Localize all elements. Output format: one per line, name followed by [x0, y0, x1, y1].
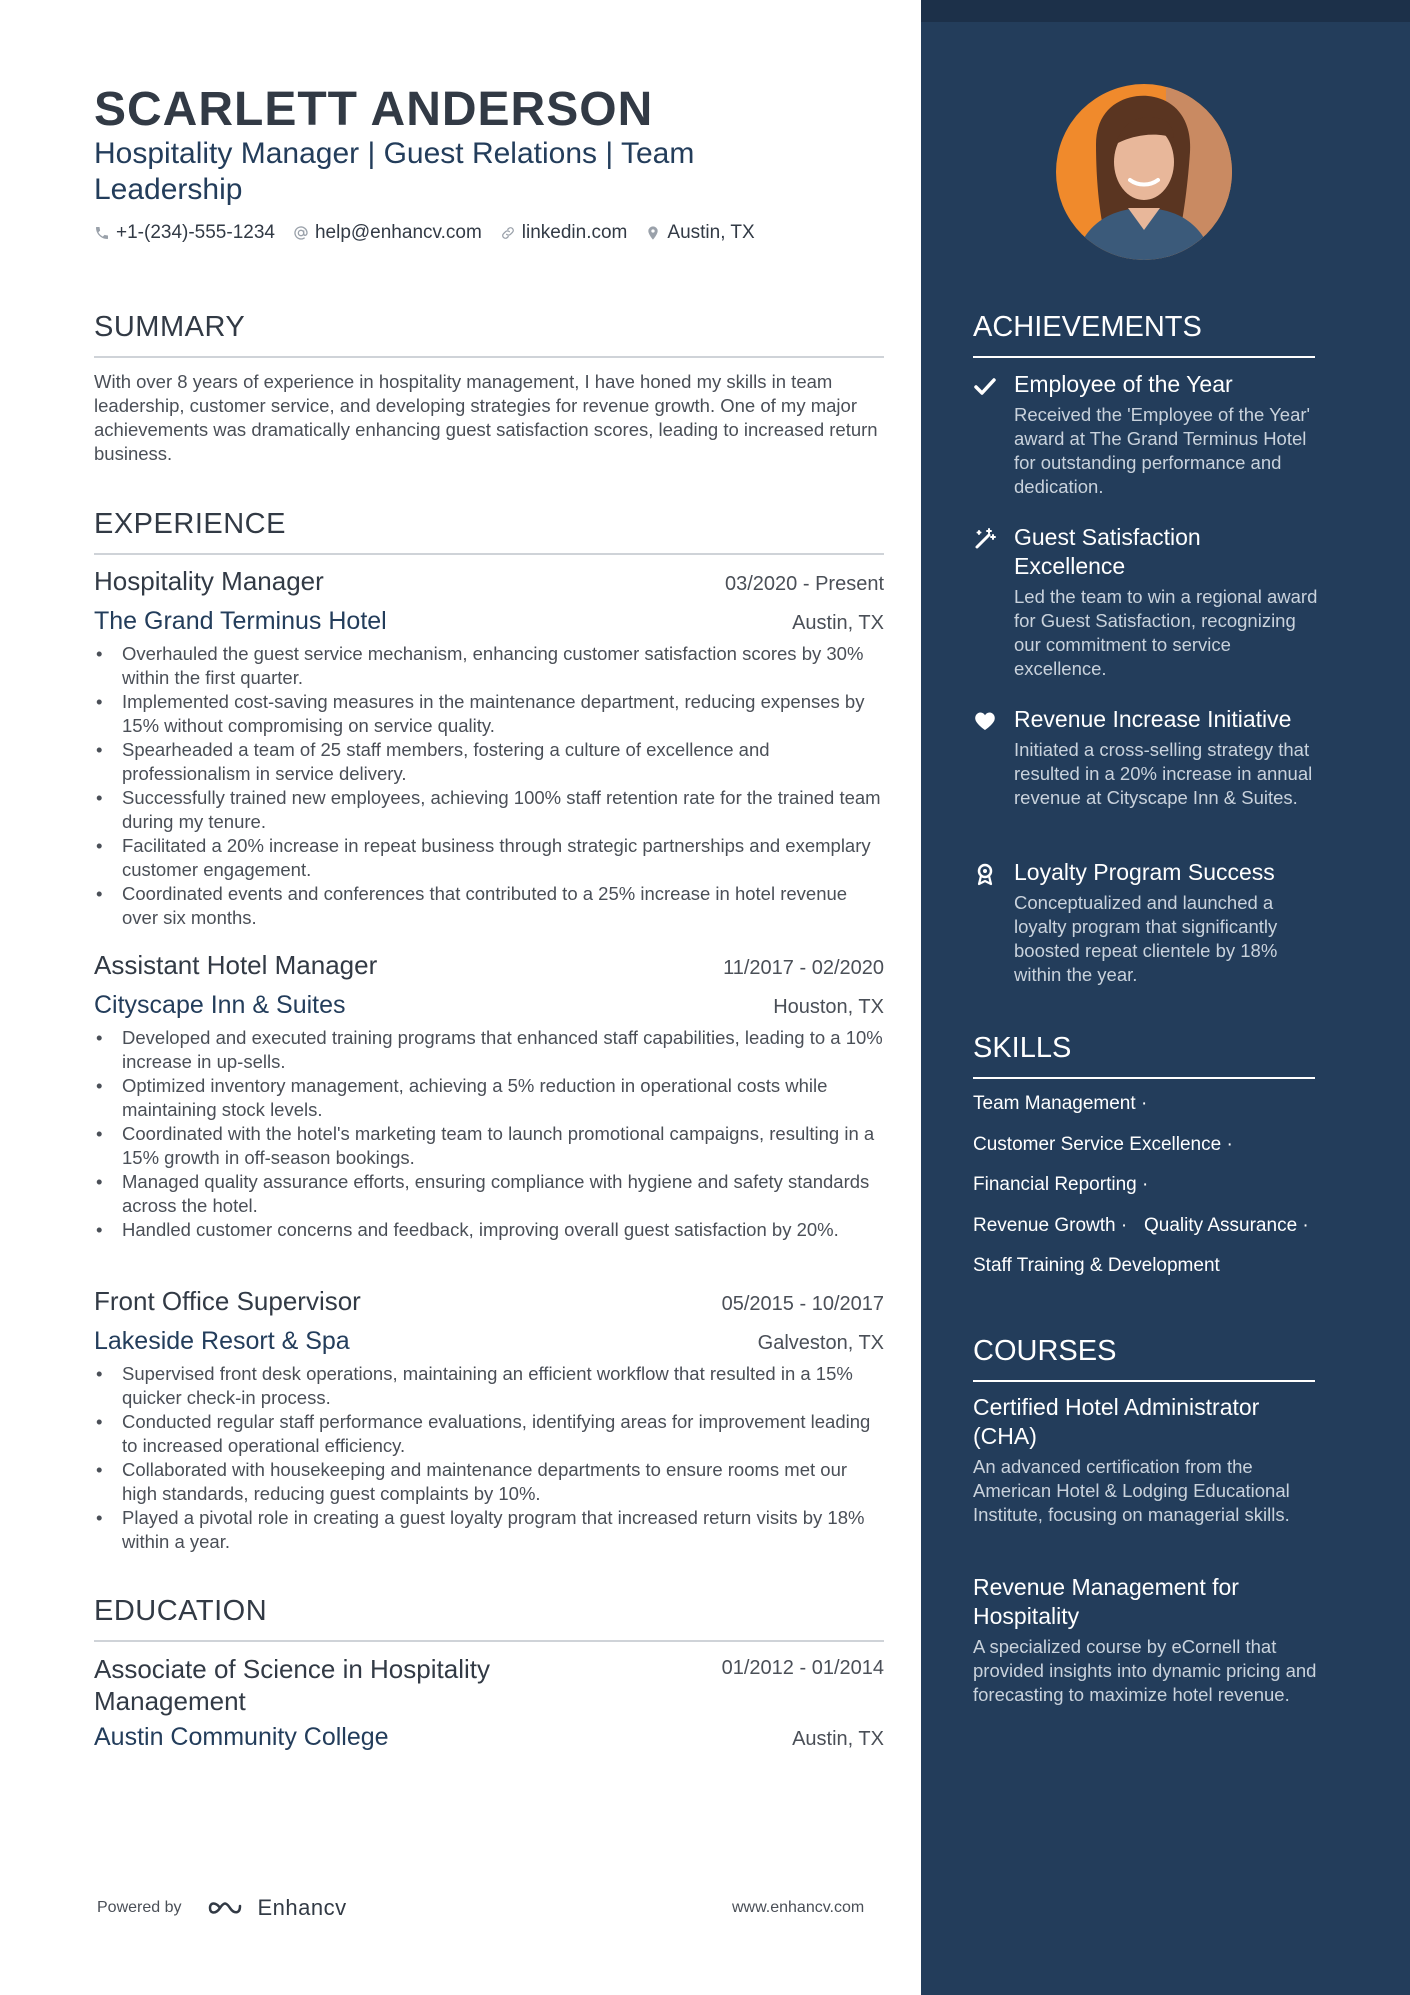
contact-location: [645, 222, 754, 244]
job-dates: 05/2015 - 10/2017: [721, 1293, 884, 1315]
candidate-name: SCARLETT ANDERSON: [94, 83, 654, 136]
skill-item: Team Management ·: [973, 1093, 1148, 1114]
job-bullet: • Implemented cost-saving measures in the maintenance department, reducing expenses by 15% without compromising on service quality.: [94, 690, 884, 738]
footer-brand: [97, 1895, 347, 1921]
achievement-desc: Conceptualized and launched a loyalty program that significantly boosted repeat clientele by 18% within the year.: [1014, 892, 1278, 985]
achievement-item: [973, 523, 1318, 681]
achievement-desc: Initiated a cross-selling strategy that resulted in a 20% increase in annual revenue at Cityscape Inn & Suites.: [1014, 739, 1313, 808]
education-dates: 01/2012 - 01/2014: [721, 1657, 884, 1679]
job-bullet: • Facilitated a 20% increase in repeat business through strategic partnerships and exemplary customer engagement.: [94, 834, 884, 882]
summary-text: With over 8 years of experience in hospitality management, I have honed my skills in team leadership, customer service, and developing strategies for revenue growth. One of my major achievements was dramatically enhancing guest satisfaction scores, leading to increased return business.: [94, 371, 878, 464]
job-bullet: • Overhauled the guest service mechanism, enhancing customer satisfaction scores by 30% within the first quarter.: [94, 642, 884, 690]
course-item: [973, 1573, 1318, 1707]
link-icon: [500, 225, 516, 241]
job-bullet: • Spearheaded a team of 25 staff members, fostering a culture of excellence and professionalism in service delivery.: [94, 738, 884, 786]
course-title: Certified Hotel Administrator (CHA): [973, 1394, 1260, 1449]
experience-heading: EXPERIENCE: [94, 508, 884, 555]
job-location: Galveston, TX: [757, 1332, 884, 1354]
footer-website[interactable]: www.enhancv.com: [732, 1899, 865, 1916]
job-entry: [94, 950, 884, 1242]
summary-heading: SUMMARY: [94, 311, 884, 358]
skill-item: Financial Reporting ·: [973, 1174, 1149, 1195]
profile-photo: [1056, 84, 1232, 260]
achievement-desc: Received the 'Employee of the Year' award at The Grand Terminus Hotel for outstanding performance and dedication.: [1014, 404, 1311, 497]
achievement-desc: Led the team to win a regional award for Guest Satisfaction, recognizing our commitment to service excellence.: [1014, 586, 1318, 679]
course-desc: A specialized course by eCornell that provided insights into dynamic pricing and forecasting to maximize hotel revenue.: [973, 1636, 1317, 1705]
contact-linkedin-text: linkedin.com: [521, 222, 628, 243]
skill-item: Revenue Growth ·: [973, 1215, 1128, 1236]
job-bullet: • Optimized inventory management, achieving a 5% reduction in operational costs while maintaining stock levels.: [94, 1074, 884, 1122]
job-entry: [94, 1286, 884, 1554]
job-entry: [94, 566, 884, 930]
sidebar-top-band: [921, 0, 1410, 22]
job-bullet: • Coordinated with the hotel's marketing team to launch promotional campaigns, resulting in a 15% growth in off-season bookings.: [94, 1122, 884, 1170]
courses-heading: COURSES: [973, 1335, 1315, 1382]
achievement-title: Employee of the Year: [1014, 371, 1233, 397]
job-company: Lakeside Resort & Spa: [94, 1327, 350, 1355]
course-item: [973, 1393, 1318, 1527]
location-pin-icon: [645, 225, 661, 241]
heart-icon: [973, 709, 997, 733]
education-degree: Associate of Science in Hospitality Management: [94, 1654, 490, 1716]
job-company: The Grand Terminus Hotel: [94, 607, 387, 635]
education-entry: [94, 1653, 884, 1752]
award-icon: [973, 862, 997, 886]
at-icon: [293, 225, 309, 241]
job-bullet: • Played a pivotal role in creating a guest loyalty program that increased return visits by 18% within a year.: [94, 1506, 884, 1554]
achievement-item: [973, 705, 1318, 810]
candidate-title: Hospitality Manager | Guest Relations | Team Leadership: [94, 137, 695, 206]
contact-linkedin[interactable]: [500, 222, 628, 244]
job-bullet: • Coordinated events and conferences that contributed to a 25% increase in hotel revenue over six months.: [94, 882, 884, 930]
job-role: Assistant Hotel Manager: [94, 950, 378, 980]
job-bullet: • Collaborated with housekeeping and maintenance departments to ensure rooms met our high standards, reducing guest complaints by 10%.: [94, 1458, 884, 1506]
check-icon: [973, 374, 997, 398]
contact-email[interactable]: [293, 222, 482, 244]
contact-location-text: Austin, TX: [667, 222, 755, 243]
job-role: Hospitality Manager: [94, 566, 324, 596]
education-school: Austin Community College: [94, 1723, 389, 1751]
achievement-title: Loyalty Program Success: [1014, 859, 1275, 885]
job-location: Houston, TX: [773, 996, 884, 1018]
job-bullet: • Supervised front desk operations, maintaining an efficient workflow that resulted in a 15% quicker check-in process.: [94, 1362, 884, 1410]
achievement-item: [973, 370, 1318, 499]
job-bullet: • Managed quality assurance efforts, ensuring compliance with hygiene and safety standards across the hotel.: [94, 1170, 884, 1218]
skill-item: Quality Assurance ·: [1144, 1215, 1309, 1236]
phone-icon: [94, 225, 110, 241]
achievement-item: [973, 858, 1318, 987]
achievements-heading: ACHIEVEMENTS: [973, 311, 1315, 358]
education-location: Austin, TX: [792, 1728, 884, 1750]
education-heading: EDUCATION: [94, 1595, 884, 1642]
job-bullet: • Conducted regular staff performance evaluations, identifying areas for improvement leading to increased operational efficiency.: [94, 1410, 884, 1458]
contact-phone[interactable]: [94, 222, 275, 244]
job-location: Austin, TX: [792, 612, 884, 634]
course-desc: An advanced certification from the American Hotel & Lodging Educational Institute, focusing on managerial skills.: [973, 1456, 1290, 1525]
job-role: Front Office Supervisor: [94, 1286, 361, 1316]
job-bullets: [94, 642, 884, 930]
achievement-title: Revenue Increase Initiative: [1014, 706, 1292, 732]
enhancv-logo-icon: [208, 1896, 256, 1920]
contact-bar: [94, 222, 773, 244]
skill-item: Customer Service Excellence ·: [973, 1134, 1233, 1155]
contact-email-text: help@enhancv.com: [314, 222, 482, 243]
skill-item: Staff Training & Development: [973, 1255, 1220, 1276]
job-bullet: • Successfully trained new employees, achieving 100% staff retention rate for the trained team during my tenure.: [94, 786, 884, 834]
skills-heading: SKILLS: [973, 1032, 1315, 1079]
job-bullet: • Developed and executed training programs that enhanced staff capabilities, leading to a 10% increase in up-sells.: [94, 1026, 884, 1074]
sidebar: [921, 0, 1410, 1995]
job-bullets: [94, 1362, 884, 1554]
job-dates: 03/2020 - Present: [725, 573, 884, 595]
footer-brand-name: Enhancv: [257, 1895, 347, 1920]
magic-wand-icon: [973, 527, 997, 551]
job-bullet: • Handled customer concerns and feedback, improving overall guest satisfaction by 20%.: [94, 1218, 884, 1242]
achievement-title: Guest Satisfaction Excellence: [1014, 524, 1201, 579]
job-dates: 11/2017 - 02/2020: [723, 957, 884, 979]
contact-phone-text: +1-(234)-555-1234: [116, 222, 275, 243]
footer-powered-by: Powered by: [97, 1899, 182, 1916]
job-bullets: [94, 1026, 884, 1242]
course-title: Revenue Management for Hospitality: [973, 1574, 1239, 1629]
job-company: Cityscape Inn & Suites: [94, 991, 346, 1019]
